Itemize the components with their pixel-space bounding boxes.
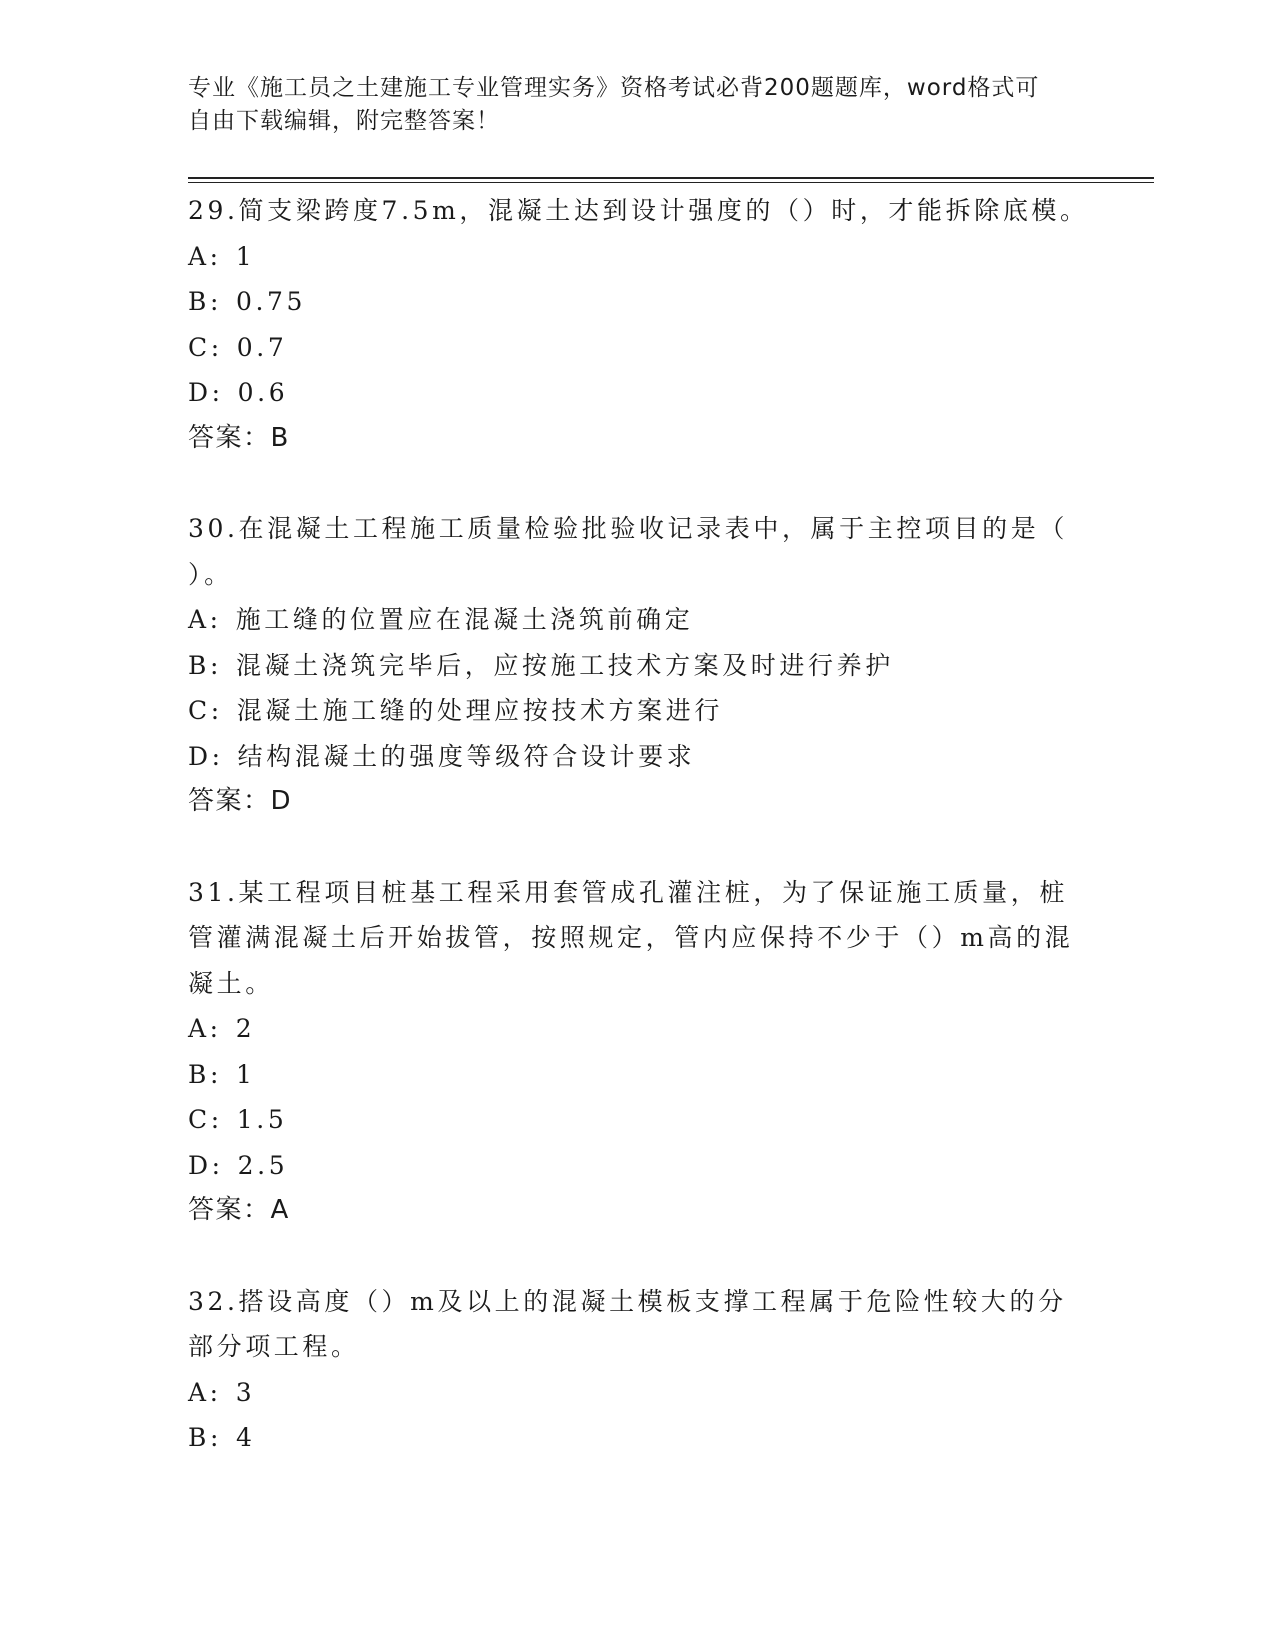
option-key: B:	[188, 1423, 222, 1452]
option-key: C:	[188, 1105, 223, 1134]
option-key: C:	[188, 696, 223, 725]
option-a	[188, 1006, 1088, 1052]
option-b	[188, 1052, 1088, 1098]
option-a	[188, 597, 1088, 643]
question-32	[188, 1279, 1088, 1461]
header-line-1: 专业《施工员之土建施工专业管理实务》资格考试必背200题题库，word格式可	[188, 75, 1040, 101]
option-a	[188, 1370, 1088, 1416]
option-key: A:	[188, 605, 222, 634]
option-key: A:	[188, 1014, 222, 1043]
option-text: 1.5	[236, 1105, 288, 1134]
option-text: 1	[236, 1059, 256, 1089]
option-text: 1	[235, 241, 256, 271]
option-text: 混凝土浇筑完毕后，应按施工技术方案及时进行养护	[236, 650, 894, 680]
option-key: B:	[188, 1059, 222, 1089]
option-b	[188, 643, 1088, 689]
option-text: 混凝土施工缝的处理应按技术方案进行	[236, 696, 723, 725]
header-divider-thin	[188, 182, 1154, 183]
option-key: D:	[188, 741, 224, 771]
stem-line: 管灌满混凝土后开始拔管，按照规定，管内应保持不少于（）m高的混	[188, 923, 1074, 952]
option-c	[188, 1097, 1088, 1143]
stem-line: 30.在混凝土工程施工质量检验批验收记录表中，属于主控项目的是（	[188, 514, 1068, 543]
stem-line: 29.简支梁跨度7.5m，混凝土达到设计强度的（）时，才能拆除底模。	[188, 196, 1089, 225]
question-list	[188, 188, 1088, 1506]
answer: 答案：B	[188, 422, 290, 453]
stem-line: 32.搭设高度（）m及以上的混凝土模板支撑工程属于危险性较大的分	[188, 1286, 1067, 1316]
option-text: 4	[236, 1423, 256, 1452]
option-text: 0.6	[237, 378, 289, 407]
question-stem	[188, 1279, 1088, 1370]
question-stem	[188, 506, 1088, 597]
option-key: A:	[188, 241, 222, 271]
option-text: 0.7	[236, 332, 288, 362]
option-text: 2	[235, 1014, 256, 1043]
option-key: B:	[188, 650, 222, 680]
option-d	[188, 734, 1088, 780]
answer: 答案：D	[188, 786, 293, 816]
option-a	[188, 234, 1088, 280]
option-text: 2.5	[237, 1150, 289, 1180]
option-key: D:	[188, 378, 224, 407]
answer: 答案：A	[188, 1195, 290, 1225]
option-text: 施工缝的位置应在混凝土浇筑前确定	[235, 605, 694, 634]
question-30	[188, 506, 1088, 825]
stem-line: 31.某工程项目桩基工程采用套管成孔灌注桩，为了保证施工质量，桩	[188, 877, 1068, 907]
question-stem	[188, 870, 1088, 1007]
option-key: A:	[188, 1377, 222, 1407]
document-header	[188, 72, 1068, 138]
option-c	[188, 688, 1088, 734]
header-line-2: 自由下载编辑，附完整答案！	[188, 108, 500, 134]
option-key: C:	[188, 332, 223, 362]
stem-line: 部分项工程。	[188, 1332, 360, 1361]
question-29	[188, 188, 1088, 461]
stem-line: ）。	[188, 559, 233, 589]
option-key: D:	[188, 1150, 224, 1180]
option-key: B:	[188, 287, 222, 316]
option-d	[188, 1143, 1088, 1189]
header-divider-thick	[188, 177, 1154, 179]
option-text: 0.75	[236, 287, 307, 316]
stem-line: 凝土。	[188, 968, 274, 998]
option-c	[188, 325, 1088, 371]
option-text: 结构混凝土的强度等级符合设计要求	[237, 741, 696, 771]
option-b	[188, 1415, 1088, 1461]
option-text: 3	[235, 1377, 256, 1407]
question-stem	[188, 188, 1088, 234]
option-b	[188, 279, 1088, 325]
option-d	[188, 370, 1088, 416]
question-31	[188, 870, 1088, 1234]
